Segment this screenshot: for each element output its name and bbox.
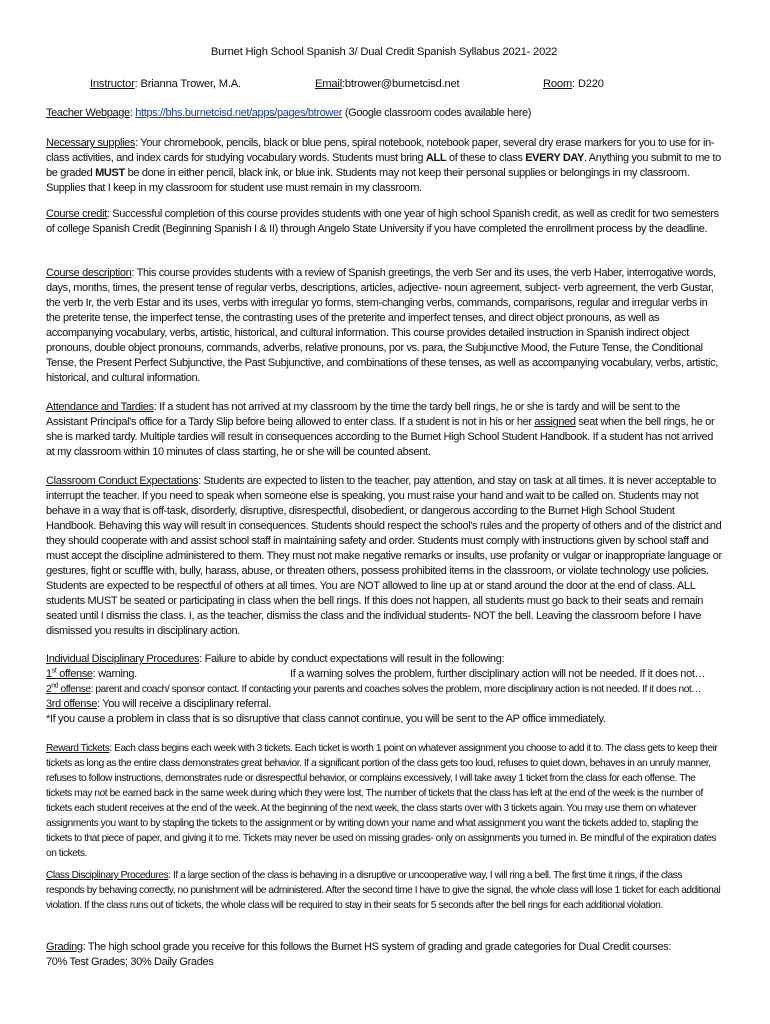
grading-section [46,940,722,970]
conduct-text: : Students are expected to listen to the teacher, pay attention, and stay on task at all times. It is never acceptable to interrupt the teacher. If you need to speak when someone else is speaking, you must raise your hand and wait to be called on. Students may not behave in a way that is off-task, disorderly, disruptive, disrespectful, disobedient, or dangerous according to the Burnet High School Student Handbook. Behaving this way will result in consequences. Students should respect the school's rules and the property of others and of the district and they should cooperate with and assist school staff in maintaining safety and order. Students must comply with instructions given by school staff and must accept the discipline administered to them. They must not make negative remarks or insults, use profanity or vulgar or inappropriate language or gestures, fight or scuffle with, bully, harass, abuse, or threaten others, possess prohibited items in the classroom, or violate technology use policies. Students are expected to be respectful of others at all times. You are NOT allowed to line up at or stand around the door at the end of class. ALL students MUST be seated or participating in class when the bell rings. If this does not happen, all students must go back to their seats and remain seated until I dismiss the class. I, as the teacher, dismiss the class and the individual students- NOT the bell. Leaving the classroom before I have dismissed you results in disciplinary action. [46,475,722,637]
course-credit-section [46,207,722,237]
supplies-label: Necessary supplies [46,137,136,149]
supplies-text-2: of these to class [446,152,526,164]
reward-tickets-label: Reward Tickets [46,743,110,754]
supplies-text-1: : Your chromebook, pencils, black or blue pens, spiral notebook, notebook paper, several dry erase markers for you to use for in- class activities, and index cards for studying vocabulary words. Students must bring [46,137,715,164]
third-offense-label: 3rd offense [46,698,97,710]
attendance-section [46,400,722,460]
second-offense-label [46,684,91,695]
room-info [543,78,604,90]
course-description-label: Course description [46,267,132,279]
course-description-section [46,266,722,386]
teacher-webpage-link[interactable]: https://bhs.burnetcisd.net/apps/pages/btrower [135,107,343,119]
grading-text: : The high school grade you receive for this follows the Burnet HS system of grading and grade categories for Dual Credit courses: [82,941,672,953]
instructor-info-row [46,78,722,94]
supplies-bold-every-day: EVERY DAY [525,152,584,164]
email-address: :btrower@burnetcisd.net [341,78,460,90]
grading-label: Grading [46,941,83,953]
page-title: Burnet High School Spanish 3/ Dual Credit Spanish Syllabus 2021- 2022 [210,46,558,58]
third-offense-text: : You will receive a disciplinary referral. [97,698,271,710]
second-offense-line [46,682,722,697]
instructor-info [90,78,241,90]
attendance-label: Attendance and Tardies [46,401,154,413]
class-discipline-section [46,868,722,913]
first-offense-word: offense [56,668,93,680]
supplies-bold-all: ALL [425,152,447,164]
attendance-text-2: seat when the bell rings, he or she is marked tardy. Multiple tardies will result in consequences according to the Burnet High School Student Handbook. If a student has not arrived at my classroom within 10 minutes of class starting, he or she will be counted absent. [46,416,715,458]
class-discipline-label: Class Disciplinary Procedures [46,870,169,881]
class-discipline-text: : If a large section of the class is behaving in a disruptive or uncooperative way, I will ring a bell. The first time it rings, if the class responds by behaving correctly, no punishment will be administered. After the second time I have to give the signal, the whole class will lose 1 ticket for each additional violation. If the class runs out of tickets, the whole class will be required to stay in their seats for 5 seconds after the bell rings for each additional violation. [46,870,721,911]
second-offense-number: 2 [46,684,52,695]
instructor-label: Instructor [90,78,135,90]
supplies-text-3: . Anything you submit to me to be graded [46,152,721,179]
email-label: Email [315,78,342,90]
reward-tickets-text: : Each class begins each week with 3 tickets. Each ticket is worth 1 point on whatever assignment you choose to add it to. The class gets to keep their tickets as long as the entire class demonstrates great behavior. If a significant portion of the class gets too loud, refuses to quiet down, behaves in an unruly manner, refuses to follow instructions, demonstrates rude or disrespectful behavior, or complains excessively, I will take away 1 ticket from the class for each offense. The tickets may not be earned back in the same week during which they were lost. The number of tickets that the class has left at the end of the week is the number of tickets each student receives at the end of the week. At the beginning of the next week, the class starts over with 3 tickets again. You may use them on whatever assignments you want to by stapling the tickets to the assignment or by writing down your name and what assignment you want the tickets added to, stapling the tickets to that piece of paper, and giving it to me. Tickets may never be used on missing grades- only on assignments you turned in. Be mindful of the expiration dates on tickets. [46,743,718,859]
disruption-note: *If you cause a problem in class that is so disruptive that class cannot continue, you will be sent to the AP office immediately. [46,713,606,725]
webpage-note: (Google classroom codes available here) [342,107,532,119]
attendance-assigned: assigned [534,416,576,428]
course-description-text: : This course provides students with a review of Spanish greetings, the verb Ser and its uses, the verb Haber, interrogative words, days, months, times, the present tense of regular verbs, descriptions, articles, adjective- noun agreement, subject- verb agreement, the verb Gustar, the verb Ir, the verb Estar and its uses, verbs with irregular yo forms, stem-changing verbs, commands, comparisons, regular and irregular verbs in the preterite tense, the imperfect tense, the contrasting uses of the preterite and imperfect tenses, and direct object pronouns, as well as accompanying vocabulary, verbs, artistic, historical, and cultural information. This course provides detailed instruction in Spanish indirect object pronouns, double object pronouns, commands, adverbs, relative pronouns, por vs. para, the Subjunctive Mood, the Future Tense, the Conditional Tense, the Present Perfect Subjunctive, the Past Subjunctive, and combinations of these tenses, as well as accompanying vocabulary, verbs, artistic, historical, and cultural information. [46,267,718,384]
first-offense-label [46,668,93,680]
instructor-name: : Brianna Trower, M.A. [134,78,241,90]
third-offense-line [46,697,722,712]
supplies-bold-must: MUST [95,167,125,179]
second-offense-word: offense [58,684,91,695]
reward-tickets-section [46,741,722,861]
course-credit-text: : Successful completion of this course provides students with one year of high school Spanish credit, as well as credit for two semesters of college Spanish Credit (Beginning Spanish I & II) through Angelo State University if you have completed the enrollment process by the deadline. [46,208,719,235]
supplies-text-4: be done in either pencil, black ink, or blue ink. Students may not keep their personal supplies or belongings in my classroom. Supplies that I keep in my classroom for student use must remain in my classroom. [46,167,690,194]
first-offense-followup: If a warning solves the problem, further disciplinary action will not be needed. If it does not… [290,668,706,680]
conduct-label: Classroom Conduct Expectations [46,475,199,487]
grading-weights: 70% Test Grades; 30% Daily Grades [46,956,214,968]
individual-discipline-section [46,652,722,727]
attendance-text-1: : If a student has not arrived at my classroom by the time the tardy bell rings, he or she is tardy and will be sent to the Assistant Principal's office for a Tardy Slip before being allowed to enter class. If a student is not in his or her [46,401,680,428]
webpage-label: Teacher Webpage [46,107,130,119]
second-offense-suffix: nd [51,682,59,690]
individual-discipline-text: : Failure to abide by conduct expectations will result in the following: [199,653,505,665]
first-offense-line [46,667,722,682]
conduct-section [46,474,722,639]
supplies-section [46,136,722,196]
individual-discipline-label: Individual Disciplinary Procedures [46,653,200,665]
first-offense-text: : warning. [92,668,137,680]
room-number: : D220 [572,78,604,90]
room-label: Room [543,78,573,90]
first-offense-suffix: st [51,667,57,675]
course-credit-label: Course credit [46,208,107,220]
first-offense-number: 1 [46,668,52,680]
webpage-separator: : [129,107,136,119]
email-info [315,78,459,90]
teacher-webpage-section [46,106,722,121]
second-offense-text: : parent and coach/ sponsor contact. If contacting your parents and coaches solves the problem, more disciplinary action is not needed. If it does not… [90,684,702,695]
